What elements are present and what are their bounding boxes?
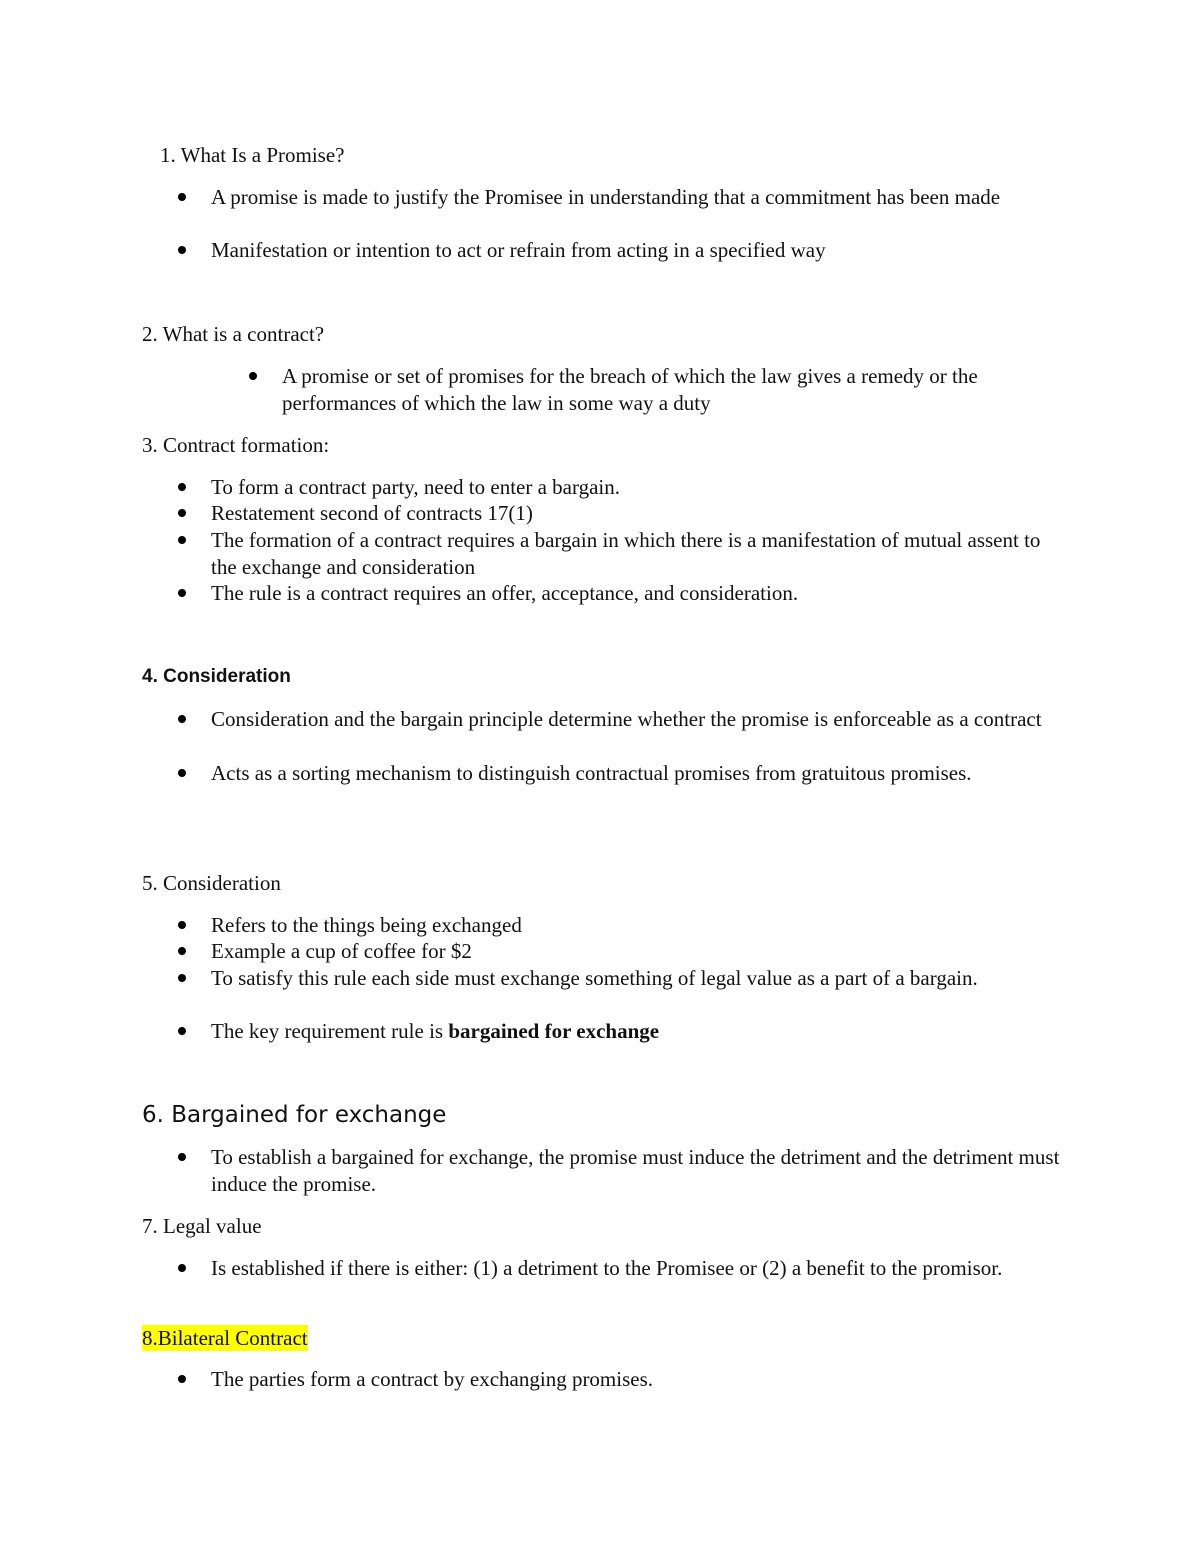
bullet-icon bbox=[178, 947, 186, 955]
section-3-bullet-1: To form a contract party, need to enter a bargain. bbox=[211, 474, 1071, 501]
highlighted-heading: 8.Bilateral Contract bbox=[142, 1326, 308, 1350]
bold-phrase: bargained for exchange bbox=[448, 1019, 660, 1043]
section-7-heading: 7. Legal value bbox=[142, 1214, 262, 1238]
bullet-icon bbox=[178, 246, 186, 254]
section-1-heading: 1. What Is a Promise? bbox=[160, 143, 345, 167]
section-5-bullet-4: The key requirement rule is bargained for exchange bbox=[211, 1018, 1071, 1045]
section-4-bullet-2: Acts as a sorting mechanism to distinguish contractual promises from gratuitous promises. bbox=[211, 760, 1071, 787]
bullet-icon bbox=[178, 1027, 186, 1035]
bullet-icon bbox=[178, 974, 186, 982]
section-4-bullet-1: Consideration and the bargain principle determine whether the promise is enforceable as a contract bbox=[211, 706, 1071, 733]
section-8-bullet-1: The parties form a contract by exchanging promises. bbox=[211, 1366, 1071, 1393]
bullet-icon bbox=[249, 372, 257, 380]
section-3-bullet-2: Restatement second of contracts 17(1) bbox=[211, 500, 1071, 527]
bullet-icon bbox=[178, 769, 186, 777]
bullet-icon bbox=[178, 193, 186, 201]
bullet-icon bbox=[178, 483, 186, 491]
section-8-heading bbox=[142, 1325, 308, 1351]
section-5-bullet-1: Refers to the things being exchanged bbox=[211, 912, 1071, 939]
bullet-icon bbox=[178, 1375, 186, 1383]
section-6-heading: 6. Bargained for exchange bbox=[142, 1102, 447, 1128]
section-3-bullet-4: The rule is a contract requires an offer, acceptance, and consideration. bbox=[211, 580, 1071, 607]
section-5-bullet-2: Example a cup of coffee for $2 bbox=[211, 938, 1071, 965]
section-1-bullet-1: A promise is made to justify the Promisee in understanding that a commitment has been made bbox=[211, 184, 1071, 211]
section-4-heading: 4. Consideration bbox=[142, 666, 291, 687]
section-5-heading: 5. Consideration bbox=[142, 871, 281, 895]
bullet-icon bbox=[178, 509, 186, 517]
section-2-heading: 2. What is a contract? bbox=[142, 322, 325, 346]
section-2-bullet-1: A promise or set of promises for the breach of which the law gives a remedy or the performances of which the law in some way a duty bbox=[282, 363, 1052, 416]
bullet-icon bbox=[178, 536, 186, 544]
bullet-icon bbox=[178, 921, 186, 929]
bullet-icon bbox=[178, 715, 186, 723]
bullet-icon bbox=[178, 1153, 186, 1161]
section-5-bullet-3: To satisfy this rule each side must exchange something of legal value as a part of a bargain. bbox=[211, 965, 1071, 992]
section-6-bullet-1: To establish a bargained for exchange, the promise must induce the detriment and the detriment must induce the promise. bbox=[211, 1144, 1071, 1197]
bullet-icon bbox=[178, 589, 186, 597]
section-1-bullet-2: Manifestation or intention to act or refrain from acting in a specified way bbox=[211, 237, 1071, 264]
section-7-bullet-1: Is established if there is either: (1) a detriment to the Promisee or (2) a benefit to the promisor. bbox=[211, 1255, 1071, 1282]
bullet-icon bbox=[178, 1264, 186, 1272]
section-3-heading: 3. Contract formation: bbox=[142, 433, 330, 457]
section-3-bullet-3: The formation of a contract requires a bargain in which there is a manifestation of mutual assent to the exchange and consideration bbox=[211, 527, 1071, 580]
